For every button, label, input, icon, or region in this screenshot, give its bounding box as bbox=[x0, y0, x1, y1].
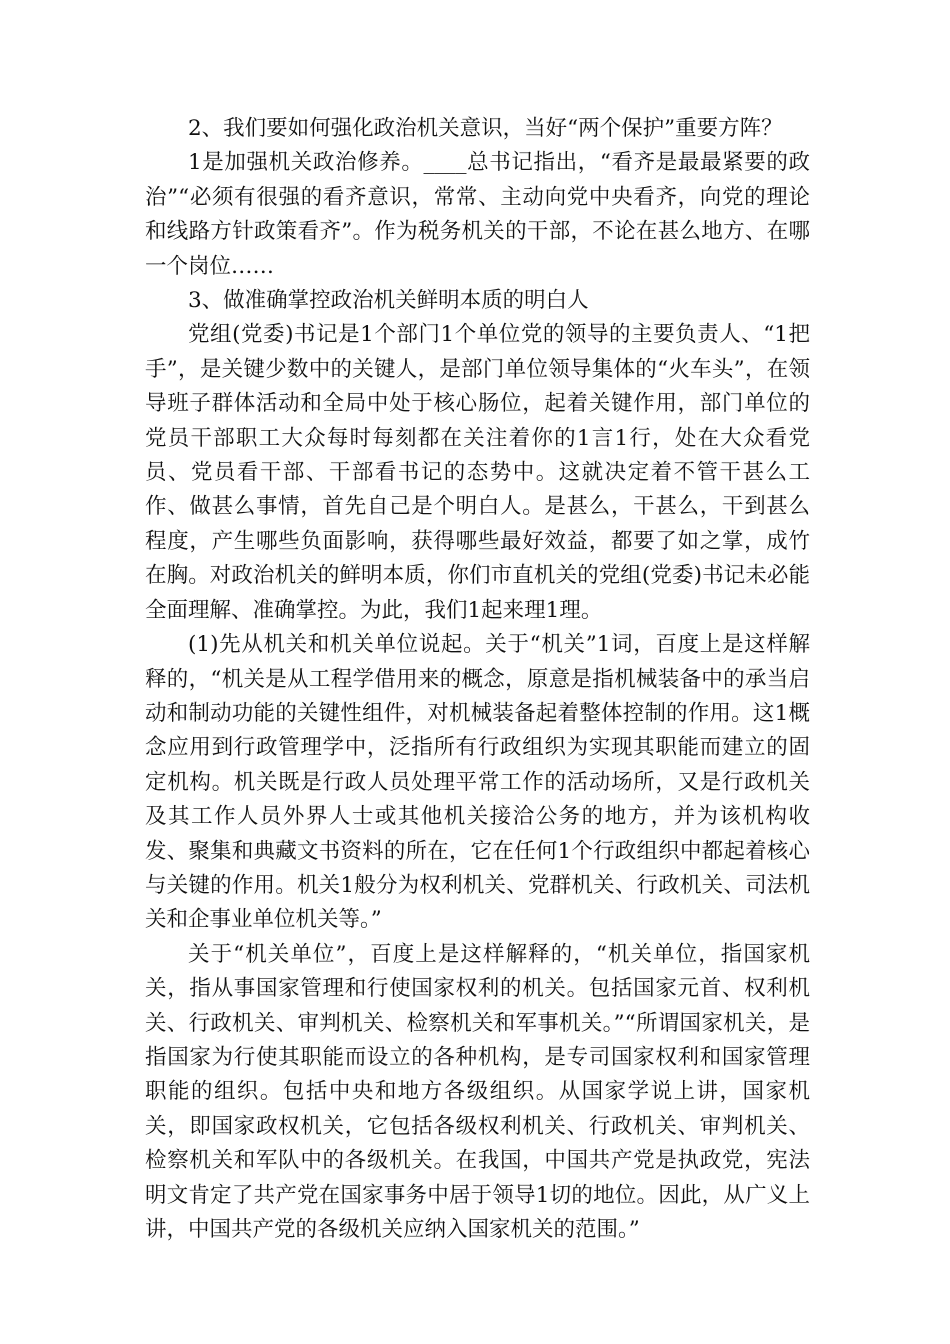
paragraph-heading-2: 2、我们要如何强化政治机关意识，当好“两个保护”重要方阵？ bbox=[188, 116, 783, 141]
paragraph: 关于“机关单位”，百度上是这样解释的，“机关单位，指国家机关，指从事国家管理和行使国家权利的机关。包括国家元首、权利机关、行政机关、审判机关、检察机关和军事机关。”“所谓国家机关，是指国家为行使其职能而设立的各种机构，是专司国家权利和国家管理职能的组织。包括中央和地方各级组织。从国家学说上讲，国家机关，即国家政权机关，它包括各级权利机关、行政机关、审判机关、检察机关和军队中的各级机关。在我国，中国共产党是执政党，宪法明文肯定了共产党在国家事务中居于领导1切的地位。因此，从广义上讲，中国共产党的各级机关应纳入国家机关的范围。” bbox=[145, 941, 810, 1242]
document-body bbox=[145, 112, 810, 1247]
paragraph-heading-3: 3、做准确掌控政治机关鲜明本质的明白人 bbox=[188, 288, 589, 314]
paragraph: (1)先从机关和机关单位说起。关于“机关”1词，百度上是这样解释的，“机关是从工程学借用来的概念，原意是指机械装备中的承当启动和制动功能的关键性组件，对机械装备起着整体控制的作用。这1概念应用到行政管理学中，泛指所有行政组织为实现其职能而建立的固定机构。机关既是行政人员处理平常工作的活动场所，又是行政机关及其工作人员外界人士或其他机关接洽公务的地方，并为该机构收发、聚集和典藏文书资料的所在，它在任何1个行政组织中都起着核心与关键的作用。机关1般分为权利机关、党群机关、行政机关、司法机关和企事业单位机关等。” bbox=[145, 632, 810, 933]
paragraph: 1是加强机关政治修养。____总书记指出，“看齐是最最紧要的政治”“必须有很强的看齐意识，常常、主动向党中央看齐，向党的理论和线路方针政策看齐”。作为税务机关的干部，不论在甚么地方、在哪一个岗位…… bbox=[145, 150, 810, 279]
paragraph: 党组(党委)书记是1个部门1个单位党的领导的主要负责人、“1把手”，是关键少数中的关键人，是部门单位领导集体的“火车头”，在领导班子群体活动和全局中处于核心肠位，起着关键作用，部门单位的党员干部职工大众每时每刻都在关注着你的1言1行，处在大众看党员、党员看干部、干部看书记的态势中。这就决定着不管干甚么工作、做甚么事情，首先自己是个明白人。是甚么，干甚么，干到甚么程度，产生哪些负面影响，获得哪些最好效益，都要了如之掌，成竹在胸。对政治机关的鲜明本质，你们市直机关的党组(党委)书记未必能全面理解、准确掌控。为此，我们1起来理1理。 bbox=[145, 322, 810, 623]
